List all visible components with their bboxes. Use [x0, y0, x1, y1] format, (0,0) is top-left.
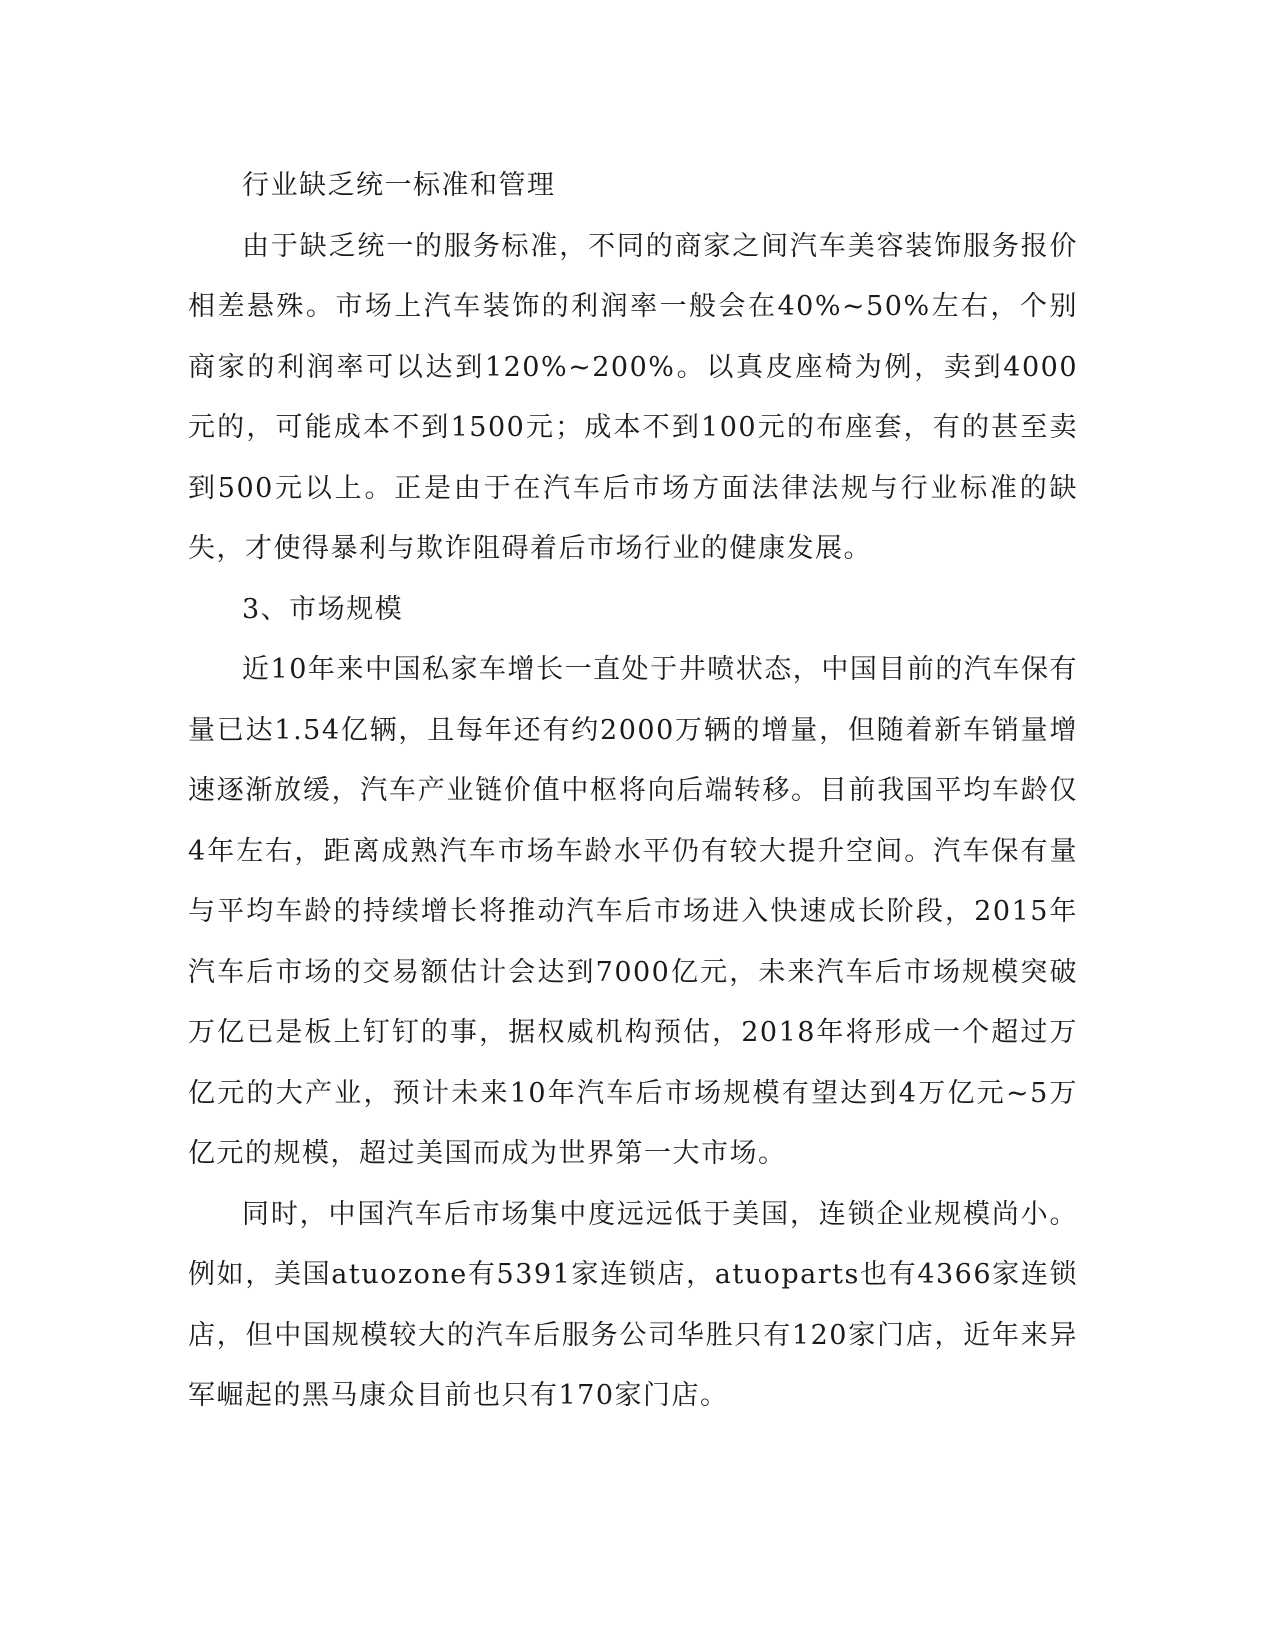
document-body [188, 156, 1078, 1427]
paragraph-concentration: 同时，中国汽车后市场集中度远远低于美国，连锁企业规模尚小。例如，美国atuozone有5391家连锁店，atuoparts也有4366家连锁店，但中国规模较大的汽车后服务公司华胜只有120家门店，近年来异军崛起的黑马康众目前也只有170家门店。 [188, 1198, 1078, 1411]
heading-market-scale: 3、市场规模 [242, 593, 404, 625]
heading-industry-standards: 行业缺乏统一标准和管理 [242, 170, 556, 201]
paragraph-pricing: 由于缺乏统一的服务标准，不同的商家之间汽车美容装饰服务报价相差悬殊。市场上汽车装饰的利润率一般会在40%~50%左右，个别商家的利润率可以达到120%~200%。以真皮座椅为例，卖到4000元的，可能成本不到1500元；成本不到100元的布座套，有的甚至卖到500元以上。正是由于在汽车后市场方面法律法规与行业标准的缺失，才使得暴利与欺诈阻碍着后市场行业的健康发展。 [188, 230, 1078, 564]
paragraph-market-growth: 近10年来中国私家车增长一直处于井喷状态，中国目前的汽车保有量已达1.54亿辆，且每年还有约2000万辆的增量，但随着新车销量增速逐渐放缓，汽车产业链价值中枢将向后端转移。目前我国平均车龄仅4年左右，距离成熟汽车市场车龄水平仍有较大提升空间。汽车保有量与平均车龄的持续增长将推动汽车后市场进入快速成长阶段，2015年汽车后市场的交易额估计会达到7000亿元，未来汽车后市场规模突破万亿已是板上钉钉的事，据权威机构预估，2018年将形成一个超过万亿元的大产业，预计未来10年汽车后市场规模有望达到4万亿元~5万亿元的规模，超过美国而成为世界第一大市场。 [188, 654, 1078, 1169]
